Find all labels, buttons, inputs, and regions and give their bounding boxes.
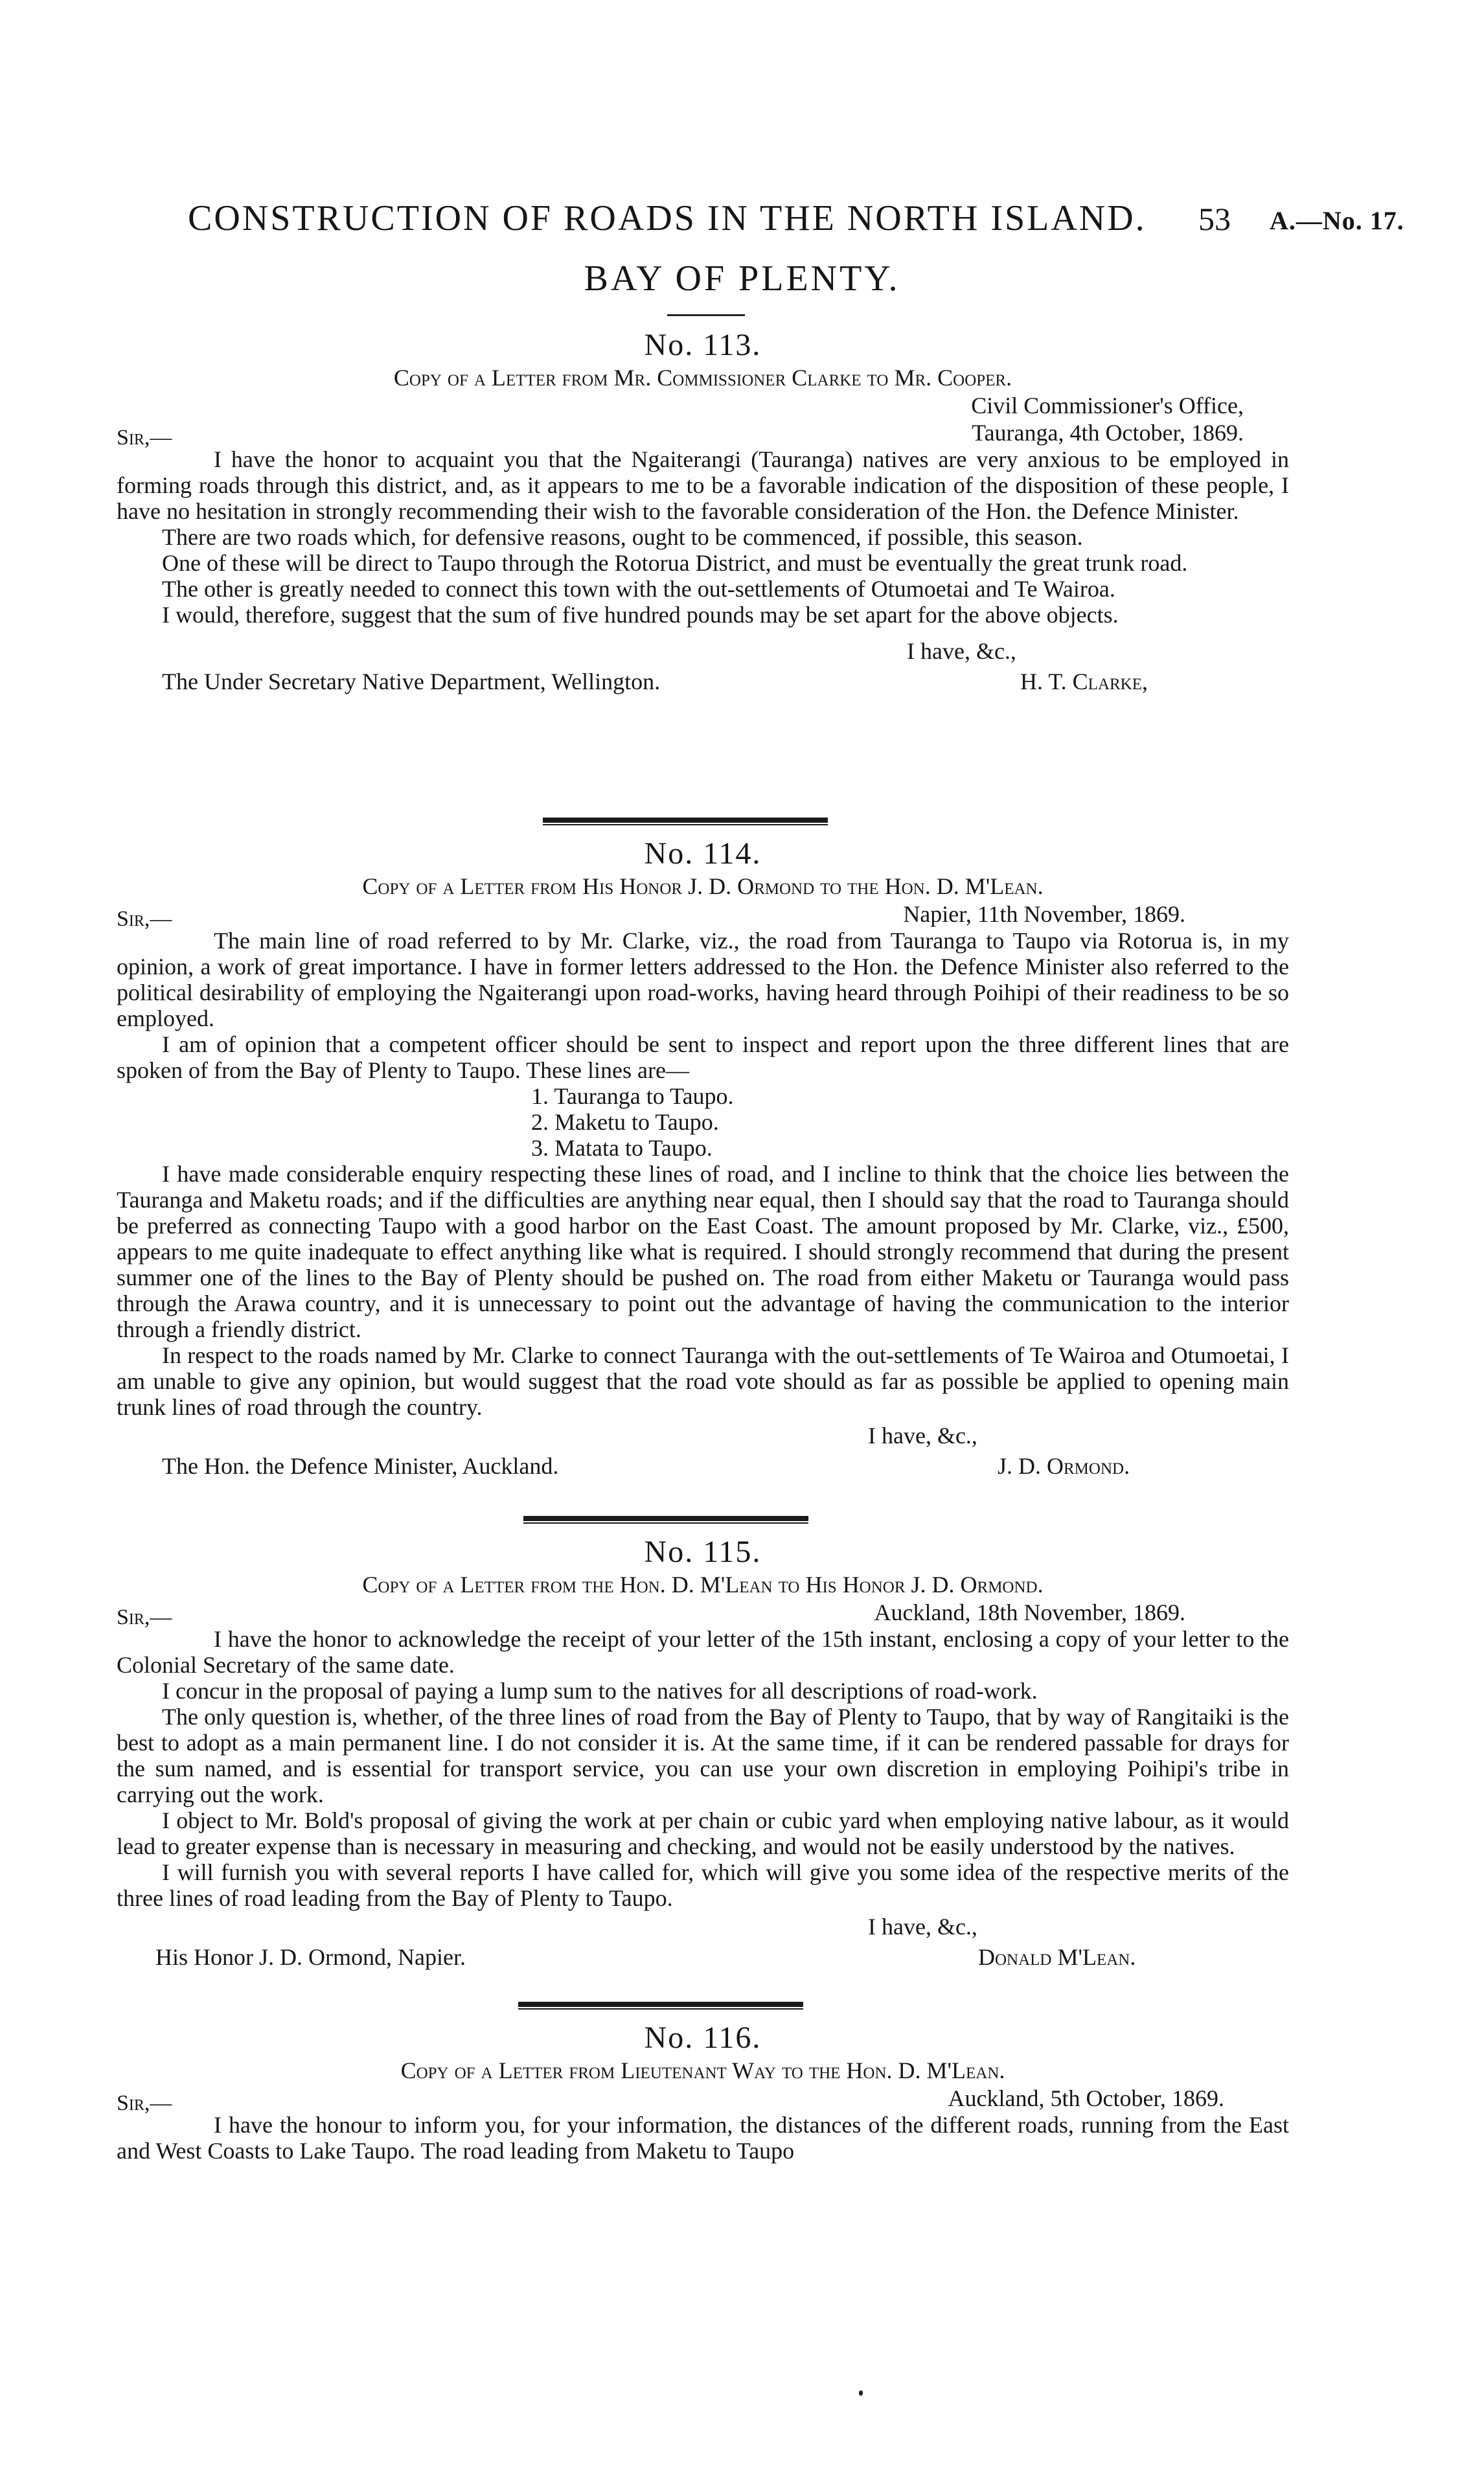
address-line: Sir,— Tauranga, 4th October, 1869. xyxy=(117,419,1289,446)
salutation: Sir,— xyxy=(117,907,172,931)
addressee: His Honor J. D. Ormond, Napier. xyxy=(155,1944,466,1970)
paragraph: The main line of road referred to by Mr. Clarke, viz., the road from Tauranga to Taupo via Rotorua is, in my opinion, a work of great importance. I have in former letters addressed to the Hon. the Defence Minister also referred to the political desirability of employing the Ngaiterangi upon road-works, having heard through Poihipi of their readiness to be so employed. xyxy=(117,928,1289,1031)
letter-caption: Copy of a Letter from His Honor J. D. Ormond to the Hon. D. M'Lean. xyxy=(362,873,1044,899)
section-divider xyxy=(667,314,745,316)
paragraph: The only question is, whether, of the three lines of road from the Bay of Plenty to Taupo, that by way of Rangitaiki is the best to adopt as a main permanent line. I do not consider it is. At the same time, if it can be rendered passable for drays for the sum named, and is essential for transport service, you can use your own discretion in employing Poihipi's tribe in carrying out the work. xyxy=(117,1704,1290,1807)
paragraph: I have the honour to inform you, for your information, the distances of the different roads, running from the East and West Coasts to Lake Taupo. The road leading from Maketu to Taupo xyxy=(117,2112,1289,2164)
paragraph: I object to Mr. Bold's proposal of giving the work at per chain or cubic yard when employing native labour, as it would lead to greater expense than is necessary in measuring and checking, and would not be easily understood by the natives. xyxy=(117,1807,1289,1859)
sign-off xyxy=(117,665,1289,698)
letter-113 xyxy=(117,327,1289,698)
paragraph: I will furnish you with several reports I have called for, which will give you some idea of the respective merits of the three lines of road leading from the Bay of Plenty to Taupo. xyxy=(117,1859,1289,1911)
sign-off xyxy=(117,1450,1289,1482)
print-speck xyxy=(859,2390,863,2396)
letter-number: No. 113. xyxy=(644,328,762,362)
letter-divider xyxy=(543,818,828,823)
paragraph: I have the honor to acknowledge the receipt of your letter of the 15th instant, enclosing a copy of your letter to the Colonial Secretary of the same date. xyxy=(117,1626,1289,1678)
salutation: Sir,— xyxy=(117,2091,172,2115)
salutation: Sir,— xyxy=(117,426,172,450)
letter-114 xyxy=(117,836,1289,1482)
letter-caption: Copy of a Letter from Lieutenant Way to the Hon. D. M'Lean. xyxy=(400,2057,1005,2083)
paragraph: I am of opinion that a competent officer should be sent to inspect and report upon the three different lines that are spoken of from the Bay of Plenty to Taupo. These lines are— xyxy=(117,1031,1289,1083)
letter-116 xyxy=(117,2020,1289,2164)
addressee: The Under Secretary Native Department, Wellington. xyxy=(162,669,661,694)
paragraph: There are two roads which, for defensive reasons, ought to be commenced, if possible, this season. xyxy=(162,524,1083,550)
paragraph: I would, therefore, suggest that the sum of five hundred pounds may be set apart for the above objects. xyxy=(162,602,1119,628)
paragraph: In respect to the roads named by Mr. Clarke to connect Tauranga with the out-settlements of Te Wairoa and Otumoetai, I am unable to give any opinion, but would suggest that the road vote should as far as possible be applied to opening main trunk lines of road through the country. xyxy=(117,1342,1289,1420)
letter-divider xyxy=(518,2002,803,2007)
list-item: 2. Maketu to Taupo. xyxy=(531,1109,719,1135)
signature: Donald M'Lean. xyxy=(978,1944,1136,1970)
address-line: Sir,— Auckland, 5th October, 1869. xyxy=(117,2085,1289,2112)
sign-off xyxy=(117,1941,1289,1973)
paragraph: I concur in the proposal of paying a lump sum to the natives for all descriptions of road-work. xyxy=(162,1678,1038,1704)
address-line: Civil Commissioner's Office, xyxy=(971,393,1244,418)
paragraph: The other is greatly needed to connect this town with the out-settlements of Otumoetai and Te Wairoa. xyxy=(162,576,1115,602)
document-reference: A.—No. 17. xyxy=(1270,206,1404,235)
closing: I have, &c., xyxy=(868,1914,977,1940)
signature: J. D. Ormond. xyxy=(998,1453,1130,1479)
closing: I have, &c., xyxy=(907,638,1016,664)
paragraph: One of these will be direct to Taupo through the Rotorua District, and must be eventually the great trunk road. xyxy=(162,550,1188,576)
closing: I have, &c., xyxy=(868,1423,977,1449)
list-item: 3. Matata to Taupo. xyxy=(531,1135,713,1161)
salutation: Sir,— xyxy=(117,1605,172,1629)
letter-caption: Copy of a Letter from Mr. Commissioner Clarke to Mr. Cooper. xyxy=(393,365,1012,391)
page-header xyxy=(0,198,1484,243)
page-number: 53 xyxy=(1198,201,1231,237)
address-line: Sir,— Auckland, 18th November, 1869. xyxy=(117,1599,1289,1626)
letter-115 xyxy=(117,1534,1289,1973)
section-title: BAY OF PLENTY. xyxy=(584,258,900,299)
paragraph: I have the honor to acquaint you that the Ngaiterangi (Tauranga) natives are very anxious to be employed in forming roads through this district, and, as it appears to me to be a favorable indication of the disposition of these people, I have no hesitation in strongly recommending their wish to the favorable consideration of the Hon. the Defence Minister. xyxy=(117,446,1289,524)
addressee: The Hon. the Defence Minister, Auckland. xyxy=(162,1453,559,1479)
running-title: CONSTRUCTION OF ROADS IN THE NORTH ISLAND. xyxy=(188,198,1147,238)
address-line: Sir,— Napier, 11th November, 1869. xyxy=(117,900,1289,928)
letter-number: No. 116. xyxy=(644,2021,762,2055)
letter-number: No. 114. xyxy=(644,836,762,871)
list-item: 1. Tauranga to Taupo. xyxy=(531,1083,734,1109)
letter-number: No. 115. xyxy=(644,1535,762,1569)
signature: H. T. Clarke, xyxy=(1020,669,1148,694)
letter-caption: Copy of a Letter from the Hon. D. M'Lean to His Honor J. D. Ormond. xyxy=(362,1572,1044,1598)
letter-divider xyxy=(523,1516,808,1521)
paragraph: I have made considerable enquiry respecting these lines of road, and I incline to think that the choice lies between the Tauranga and Maketu roads; and if the difficulties are anything near equal, then I should say that the road to Tauranga should be preferred as connecting Taupo with a good harbor on the East Coast. The amount proposed by Mr. Clarke, viz., £500, appears to me quite inadequate to effect anything like what is required. I should strongly recommend that during the present summer one of the lines to the Bay of Plenty should be pushed on. The road from either Maketu or Tauranga would pass through the Arawa country, and it is unnecessary to point out the advantage of having the communication to the interior through a friendly district. xyxy=(117,1161,1289,1342)
road-list xyxy=(117,1083,1289,1161)
